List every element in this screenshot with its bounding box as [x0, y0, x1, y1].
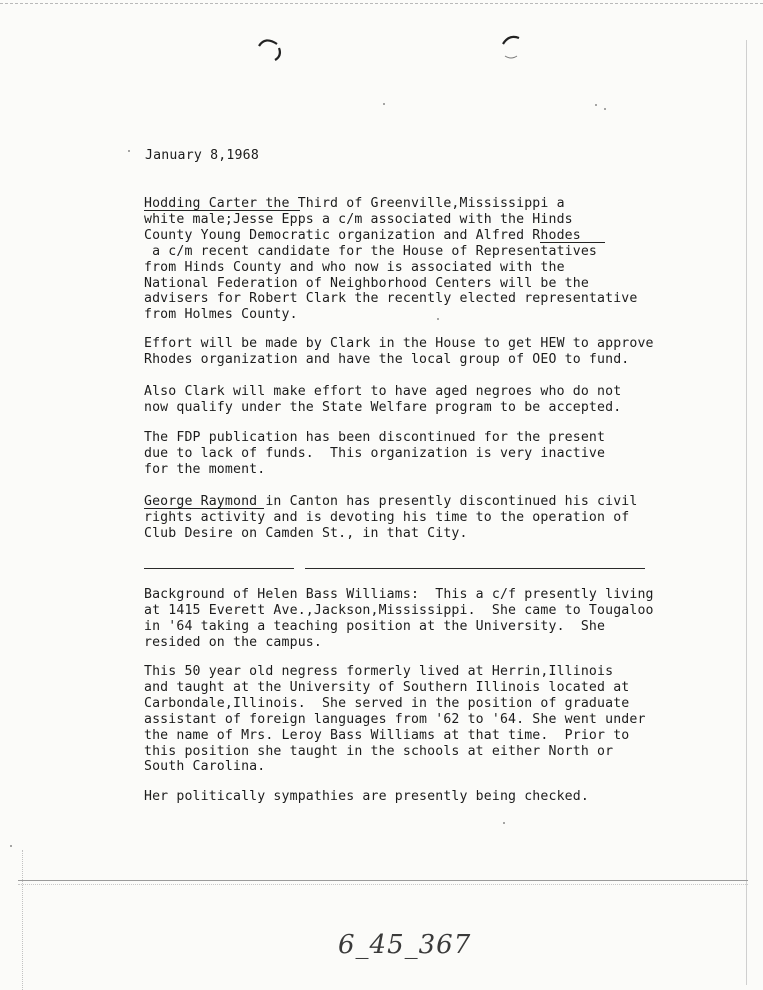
- text-line: for the moment.: [144, 461, 266, 477]
- text-line: from Holmes County.: [144, 307, 298, 323]
- punch-hole-left-mark: [255, 34, 285, 64]
- text-line: from Hinds County and who now is associated with the: [144, 259, 565, 275]
- separator-rule-right: [305, 568, 645, 569]
- handwritten-file-number: 6_45_367: [338, 930, 472, 960]
- left-page-edge: [22, 850, 23, 990]
- text-line: due to lack of funds. This organization is very inactive: [144, 445, 606, 461]
- bottom-rule-dotted: [18, 884, 748, 885]
- underline-mark: [144, 508, 264, 509]
- scan-speck: [128, 150, 130, 152]
- punch-hole-right-mark: [497, 30, 527, 60]
- text-line: Carbondale,Illinois. She served in the position of graduate: [144, 695, 630, 711]
- text-line: Hodding Carter the Third of Greenville,Mississippi a: [144, 196, 565, 211]
- text-line: Also Clark will make effort to have aged negroes who do not: [144, 384, 622, 399]
- underline-mark: [540, 242, 605, 243]
- scan-speck: [503, 822, 505, 824]
- underline-mark: [250, 210, 300, 211]
- text-line: advisers for Robert Clark the recently elected representative: [144, 291, 638, 307]
- bottom-rule: [18, 880, 748, 881]
- scan-speck: [383, 103, 385, 105]
- text-line: The FDP publication has been discontinued for the present: [144, 430, 606, 445]
- text-line: Her politically sympathies are presently being checked.: [144, 789, 589, 804]
- paragraph-fdp: [144, 430, 704, 478]
- text-line: National Federation of Neighborhood Centers will be the: [144, 275, 589, 291]
- paragraph-advisers: [144, 196, 704, 323]
- text-line: a c/m recent candidate for the House of Representatives: [144, 243, 598, 259]
- text-line: white male;Jesse Epps a c/m associated with the Hinds: [144, 211, 573, 227]
- paragraph-sympathies: [144, 789, 704, 805]
- paragraph-raymond: [144, 494, 704, 542]
- text-line: in '64 taking a teaching position at the University. She: [144, 618, 606, 634]
- text-line: resided on the campus.: [144, 634, 322, 650]
- text-line: now qualify under the State Welfare program to be accepted.: [144, 399, 622, 415]
- text-line: and taught at the University of Southern Illinois located at: [144, 679, 630, 695]
- paragraph-effort: [144, 336, 704, 368]
- text-line: this position she taught in the schools at either North or: [144, 743, 614, 759]
- text-line: County Young Democratic organization and Alfred Rhodes: [144, 227, 581, 243]
- scan-speck: [604, 108, 606, 110]
- text-line: rights activity and is devoting his time to the operation of: [144, 509, 630, 525]
- top-dashed-edge: [0, 3, 763, 4]
- text-line: the name of Mrs. Leroy Bass Williams at that time. Prior to: [144, 727, 630, 743]
- right-page-edge: [746, 40, 747, 985]
- text-line: South Carolina.: [144, 759, 266, 775]
- text-line: at 1415 Everett Ave.,Jackson,Mississippi. She came to Tougaloo: [144, 602, 654, 618]
- text-line: This 50 year old negress formerly lived at Herrin,Illinois: [144, 664, 614, 679]
- paragraph-background: [144, 587, 704, 651]
- separator-rule-left: [144, 568, 294, 569]
- text-line: Club Desire on Camden St., in that City.: [144, 525, 468, 541]
- scan-speck: [595, 104, 597, 106]
- text-line: Effort will be made by Clark in the House to get HEW to approve: [144, 336, 654, 351]
- text-line: Rhodes organization and have the local group of OEO to fund.: [144, 351, 630, 367]
- document-date: January 8,1968: [145, 148, 259, 163]
- text-line: George Raymond in Canton has presently discontinued his civil: [144, 494, 638, 509]
- text-line: assistant of foreign languages from '62 to '64. She went under: [144, 711, 646, 727]
- paragraph-aged-negroes: [144, 384, 704, 416]
- paragraph-herrin: [144, 664, 704, 775]
- scan-speck: [10, 845, 12, 847]
- text-line: Background of Helen Bass Williams: This a c/f presently living: [144, 587, 654, 602]
